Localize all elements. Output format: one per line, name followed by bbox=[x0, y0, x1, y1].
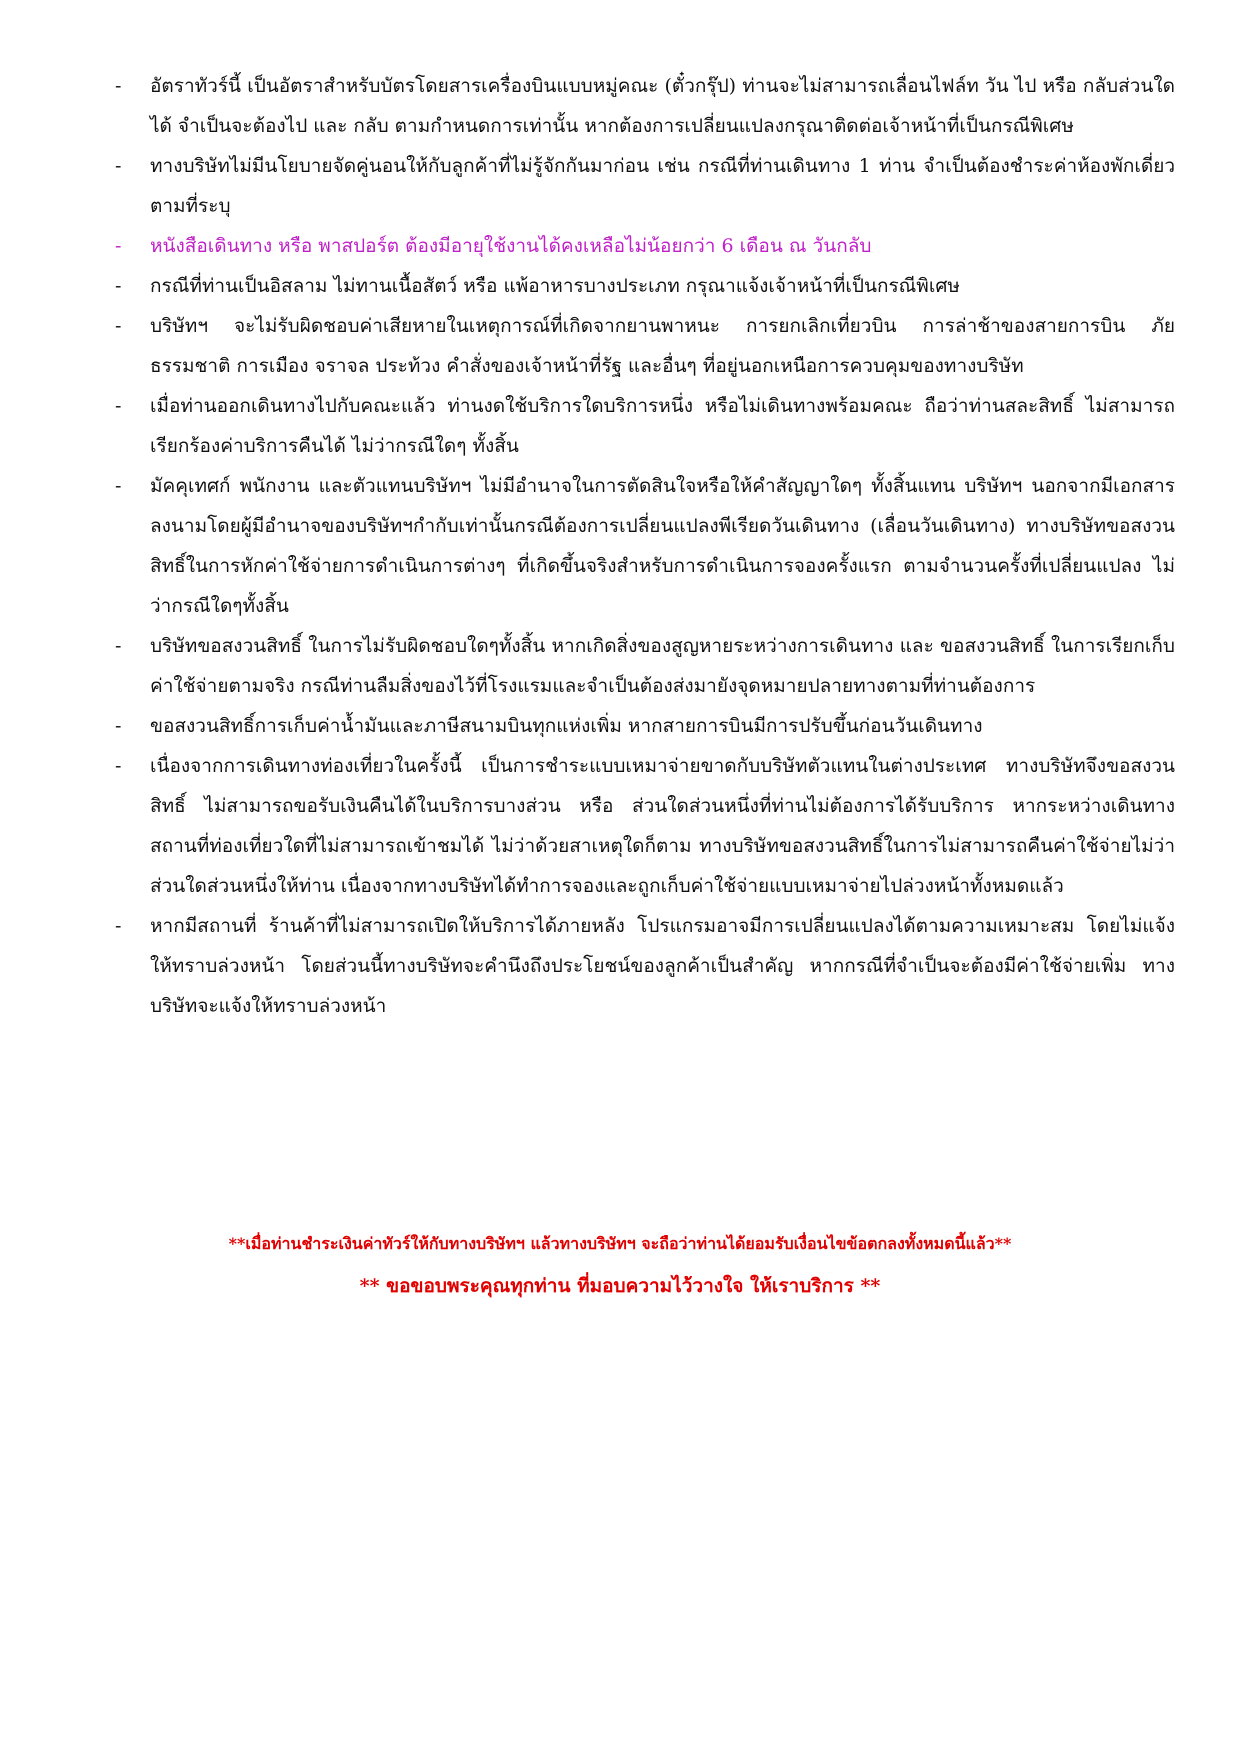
bullet-dash: - bbox=[115, 75, 122, 97]
term-item-fuel-surcharge bbox=[115, 706, 1175, 746]
term-text: หากมีสถานที่ ร้านค้าที่ไม่สามารถเปิดให้บริการได้ภายหลัง โปรแกรมอาจมีการเปลี่ยนแปลงได้ตามความเหมาะสม โดยไม่แจ้งให้ทราบล่วงหน้า โดยส่วนนี้ทางบริษัทจะคำนึงถึงประโยชน์ของลูกค้าเป็นสำคัญ หากกรณีที่จำเป็นจะต้องมีค่าใช้จ่ายเพิ่ม ทางบริษัทจะแจ้งให้ทราบล่วงหน้า bbox=[150, 915, 1175, 1017]
bullet-dash: - bbox=[115, 635, 122, 657]
term-item-liability bbox=[115, 306, 1175, 386]
bullet-dash: - bbox=[115, 915, 122, 937]
bullet-dash: - bbox=[115, 315, 122, 337]
term-item-dietary bbox=[115, 266, 1175, 306]
term-item-program-changes bbox=[115, 906, 1175, 1026]
term-item-passport-validity bbox=[115, 226, 1175, 266]
term-text: เมื่อท่านออกเดินทางไปกับคณะแล้ว ท่านงดใช้บริการใดบริการหนึ่ง หรือไม่เดินทางพร้อมคณะ ถือว่าท่านสละสิทธิ์ ไม่สามารถเรียกร้องค่าบริการคืนได้ ไม่ว่ากรณีใดๆ ทั้งสิ้น bbox=[150, 395, 1175, 457]
thank-you-notice: ** ขอขอบพระคุณทุกท่าน ที่มอบความไว้วางใจ ให้เราบริการ ** bbox=[359, 1275, 881, 1297]
term-text: อัตราทัวร์นี้ เป็นอัตราสำหรับบัตรโดยสารเครื่องบินแบบหมู่คณะ (ตั๋วกรุ๊ป) ท่านจะไม่สามารถเลื่อนไฟล์ท วัน ไป หรือ กลับส่วนใดได้ จำเป็นจะต้องไป และ กลับ ตามกำหนดการเท่านั้น หากต้องการเปลี่ยนแปลงกรุณาติดต่อเจ้าหน้าที่เป็นกรณีพิเศษ bbox=[150, 75, 1175, 137]
bullet-dash: - bbox=[115, 235, 122, 257]
term-item-lost-items bbox=[115, 626, 1175, 706]
bullet-dash: - bbox=[115, 475, 122, 497]
bullet-dash: - bbox=[115, 395, 122, 417]
term-item-unused-services bbox=[115, 386, 1175, 466]
term-text: มัคคุเทศก์ พนักงาน และตัวแทนบริษัทฯ ไม่มีอำนาจในการตัดสินใจหรือให้คำสัญญาใดๆ ทั้งสิ้นแทน บริษัทฯ นอกจากมีเอกสารลงนามโดยผู้มีอำนาจของบริษัทฯกำกับเท่านั้นกรณีต้องการเปลี่ยนแปลงพีเรียดวันเดินทาง (เลื่อนวันเดินทาง) ทางบริษัทขอสงวนสิทธิ์ในการหักค่าใช้จ่ายการดำเนินการต่างๆ ที่เกิดขึ้นจริงสำหรับการดำเนินการจองครั้งแรก ตามจำนวนครั้งที่เปลี่ยนแปลง ไม่ว่ากรณีใดๆทั้งสิ้น bbox=[150, 475, 1175, 617]
bullet-dash: - bbox=[115, 715, 122, 737]
term-item-room-sharing bbox=[115, 146, 1175, 226]
bullet-dash: - bbox=[115, 275, 122, 297]
term-item-group-ticket bbox=[115, 66, 1175, 146]
term-text: ทางบริษัทไม่มีนโยบายจัดคู่นอนให้กับลูกค้าที่ไม่รู้จักกันมาก่อน เช่น กรณีที่ท่านเดินทาง 1 ท่าน จำเป็นต้องชำระค่าห้องพักเดี่ยวตามที่ระบุ bbox=[150, 155, 1175, 217]
bullet-dash: - bbox=[115, 755, 122, 777]
term-text: เนื่องจากการเดินทางท่องเที่ยวในครั้งนี้ เป็นการชำระแบบเหมาจ่ายขาดกับบริษัทตัวแทนในต่างประเทศ ทางบริษัทจึงขอสงวนสิทธิ์ ไม่สามารถขอรับเงินคืนได้ในบริการบางส่วน หรือ ส่วนใดส่วนหนึ่งที่ท่านไม่ต้องการได้รับบริการ หากระหว่างเดินทาง สถานที่ท่องเที่ยวใดที่ไม่สามารถเข้าชมได้ ไม่ว่าด้วยสาเหตุใดก็ตาม ทางบริษัทขอสงวนสิทธิ์ในการไม่สามารถคืนค่าใช้จ่ายไม่ว่าส่วนใดส่วนหนึ่งให้ท่าน เนื่องจากทางบริษัทได้ทำการจองและถูกเก็บค่าใช้จ่ายแบบเหมาจ่ายไปล่วงหน้าทั้งหมดแล้ว bbox=[150, 755, 1175, 897]
term-text: กรณีที่ท่านเป็นอิสลาม ไม่ทานเนื้อสัตว์ หรือ แพ้อาหารบางประเภท กรุณาแจ้งเจ้าหน้าที่เป็นกรณีพิเศษ bbox=[150, 275, 960, 297]
term-text: บริษัทขอสงวนสิทธิ์ ในการไม่รับผิดชอบใดๆทั้งสิ้น หากเกิดสิ่งของสูญหายระหว่างการเดินทาง และ ขอสงวนสิทธิ์ ในการเรียกเก็บค่าใช้จ่ายตามจริง กรณีท่านลืมสิ่งของไว้ที่โรงแรมและจำเป็นต้องส่งมายังจุดหมายปลายทางตามที่ท่านต้องการ bbox=[150, 635, 1175, 697]
term-text: หนังสือเดินทาง หรือ พาสปอร์ต ต้องมีอายุใช้งานได้คงเหลือไม่น้อยกว่า 6 เดือน ณ วันกลับ bbox=[150, 235, 872, 257]
bullet-dash: - bbox=[115, 155, 122, 177]
term-item-no-refund bbox=[115, 746, 1175, 906]
term-text: บริษัทฯ จะไม่รับผิดชอบค่าเสียหายในเหตุการณ์ที่เกิดจากยานพาหนะ การยกเลิกเที่ยวบิน การล่าช้าของสายการบิน ภัยธรรมชาติ การเมือง จราจล ประท้วง คำสั่งของเจ้าหน้าที่รัฐ และอื่นๆ ที่อยู่นอกเหนือการควบคุมของทางบริษัท bbox=[150, 315, 1175, 377]
acceptance-notice: **เมื่อท่านชำระเงินค่าทัวร์ให้กับทางบริษัทฯ แล้วทางบริษัทฯ จะถือว่าท่านได้ยอมรับเงื่อนไขข้อตกลงทั้งหมดนี้แล้ว** bbox=[228, 1234, 1012, 1253]
term-item-staff-authority bbox=[115, 466, 1175, 626]
term-text: ขอสงวนสิทธิ์การเก็บค่าน้ำมันและภาษีสนามบินทุกแห่งเพิ่ม หากสายการบินมีการปรับขึ้นก่อนวันเดินทาง bbox=[150, 715, 983, 737]
terms-conditions-list bbox=[115, 66, 1175, 1026]
